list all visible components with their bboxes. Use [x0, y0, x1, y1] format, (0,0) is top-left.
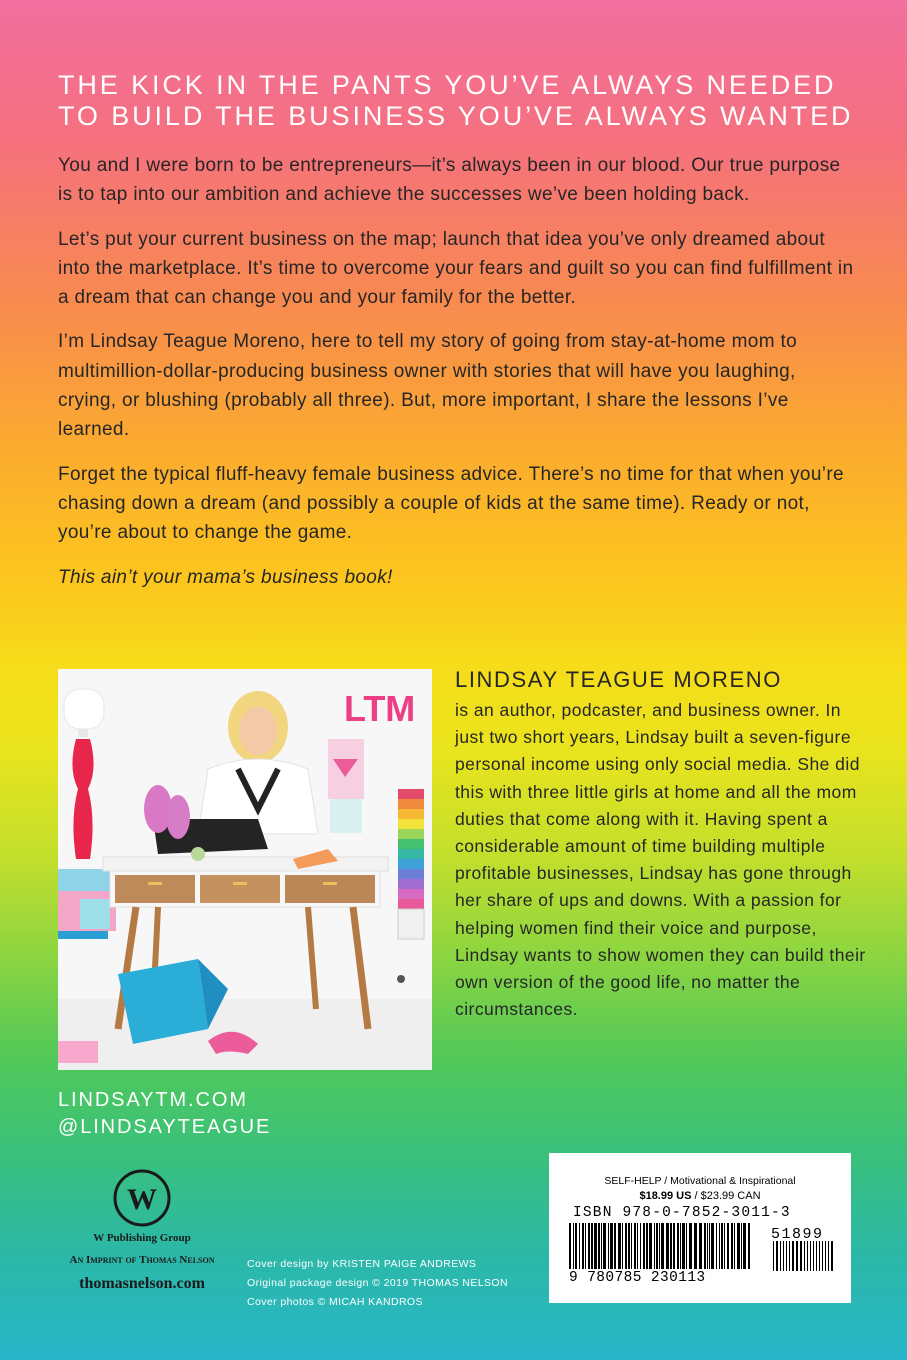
barcode-bar	[682, 1223, 685, 1269]
barcode-bar	[704, 1223, 706, 1269]
book-description	[58, 151, 858, 607]
addon-bar	[792, 1241, 794, 1271]
author-photo	[58, 669, 432, 1070]
price-can: / $23.99 CAN	[691, 1190, 761, 1202]
barcode-bar	[677, 1223, 679, 1269]
barcode-panel	[549, 1153, 851, 1303]
barcode-bar	[731, 1223, 733, 1269]
barcode-bar	[748, 1223, 750, 1269]
addon-bar	[819, 1241, 820, 1271]
barcode-bar	[716, 1223, 717, 1269]
barcode-bar	[711, 1223, 714, 1269]
addon-bar	[804, 1241, 805, 1271]
barcode-bar	[598, 1223, 600, 1269]
barcode-bar	[719, 1223, 720, 1269]
bisac-category: SELF-HELP / Motivational & Inspirational	[604, 1175, 796, 1187]
barcode-bar	[737, 1223, 740, 1269]
barcode-bar	[585, 1223, 586, 1269]
publisher-name: W Publishing Group	[93, 1232, 191, 1244]
barcode-bar	[575, 1223, 577, 1269]
barcode-bar	[743, 1223, 746, 1269]
barcode-bar	[608, 1223, 609, 1269]
description-paragraph: You and I were born to be entrepreneurs—it’s always been in our blood. Our true purpose is to tap into our ambition and achieve the successes we’ve been holding back.	[58, 155, 841, 206]
barcode-bar	[741, 1223, 742, 1269]
author-bio-text: is an author, podcaster, and business owner. In just two short years, Lindsay built a seven-figure personal income using only social media. She did this with three little girls at home and all the mom duties that come along with it. Having spent a considerable amount of time building multiple profitable businesses, Lindsay has gone through her share of ups and downs. With a passion for helping women find their voice and purpose, Lindsay wants to show women they can build their own version of the good life, no matter the circumstances.	[455, 700, 866, 1020]
barcode-bar	[689, 1223, 692, 1269]
author-links	[58, 1087, 271, 1141]
description-paragraph: I’m Lindsay Teague Moreno, here to tell my story of going from stay-at-home mom to multimillion-dollar-producing business owner with stories that will have you laughing, crying, or blushing (probably all three). But, more important, I share the lessons I’ve learned.	[58, 331, 798, 441]
barcode-bar	[594, 1223, 597, 1269]
publisher-website[interactable]: thomasnelson.com	[79, 1275, 205, 1292]
publisher-logo-icon	[112, 1168, 172, 1228]
barcode-bar	[670, 1223, 672, 1269]
author-name: LINDSAY TEAGUE MORENO	[455, 667, 783, 692]
barcode-bar	[656, 1223, 658, 1269]
author-bio	[455, 665, 875, 1023]
description-paragraph: Let’s put your current business on the map; launch that idea you’ve only dreamed about into the marketplace. It’s time to overcome your fears and guilt so you can find fulfillment in a dream that can change you and your family for the better.	[58, 228, 854, 309]
barcode-bar	[724, 1223, 725, 1269]
barcode-bar	[699, 1223, 702, 1269]
barcode-bar	[709, 1223, 710, 1269]
author-website[interactable]: LINDSAYTM.COM	[58, 1089, 248, 1111]
addon-bar	[783, 1241, 784, 1271]
barcode-bar	[625, 1223, 627, 1269]
addon-bar	[828, 1241, 829, 1271]
publisher-imprint: An Imprint of Thomas Nelson	[69, 1254, 215, 1266]
addon-bar	[810, 1241, 811, 1271]
addon-bar	[789, 1241, 790, 1271]
publisher-logo-text: W	[127, 1183, 157, 1216]
price-addon-code: 51899	[771, 1226, 824, 1243]
barcode-bar	[686, 1223, 687, 1269]
barcode-bar	[618, 1223, 621, 1269]
addon-bar	[816, 1241, 817, 1271]
barcode-bar	[591, 1223, 593, 1269]
barcode-bar	[631, 1223, 632, 1269]
barcode-bar	[628, 1223, 630, 1269]
barcode-bar	[707, 1223, 708, 1269]
addon-bar	[831, 1241, 833, 1271]
barcode-bar	[569, 1223, 571, 1269]
barcode-bar	[622, 1223, 623, 1269]
credit-line: Cover photos © MICAH KANDROS	[247, 1296, 423, 1308]
barcode-bar	[680, 1223, 681, 1269]
addon-bar	[813, 1241, 814, 1271]
barcode-bar	[649, 1223, 652, 1269]
addon-bar	[776, 1241, 778, 1271]
addon-bar	[800, 1241, 802, 1271]
addon-bar	[773, 1241, 774, 1271]
addon-bar	[825, 1241, 826, 1271]
barcode-bar	[673, 1223, 675, 1269]
credit-line: Cover design by KRISTEN PAIGE ANDREWS	[247, 1258, 477, 1270]
barcode-bar	[614, 1223, 616, 1269]
addon-bar	[822, 1241, 823, 1271]
closing-line: This ain’t your mama’s business book!	[58, 566, 393, 588]
author-photo-illustration	[58, 669, 432, 1070]
barcode-bar	[659, 1223, 660, 1269]
author-social-handle[interactable]: @LINDSAYTEAGUE	[58, 1116, 272, 1138]
tagline	[58, 70, 858, 132]
barcode-bar	[601, 1223, 602, 1269]
cover-credits	[247, 1255, 508, 1312]
ean-digits: 9 780785 230113	[569, 1270, 706, 1286]
barcode-bar	[603, 1223, 606, 1269]
description-paragraph: Forget the typical fluff-heavy female business advice. There’s no time for that when you’re chasing down a dream (and possibly a couple of kids at the same time). Ready or not, you’re about to change the game.	[58, 463, 844, 544]
price-us: $18.99 US	[639, 1190, 692, 1202]
isbn-label: ISBN 978-0-7852-3011-3	[573, 1205, 791, 1221]
tagline-line-1: THE KICK IN THE PANTS YOU’VE ALWAYS NEEDED	[58, 70, 837, 100]
publisher-block	[52, 1168, 232, 1293]
barcode-bar	[637, 1223, 638, 1269]
barcode-bar	[582, 1223, 584, 1269]
credit-line: Original package design © 2019 THOMAS NELSON	[247, 1277, 508, 1289]
barcode-bar	[734, 1223, 735, 1269]
addon-bar	[780, 1241, 781, 1271]
addon-bar	[807, 1241, 808, 1271]
price-label	[549, 1190, 851, 1202]
barcode-bar	[694, 1223, 697, 1269]
barcode-bar	[588, 1223, 590, 1269]
barcode-bar	[579, 1223, 580, 1269]
barcode-bar	[721, 1223, 723, 1269]
barcode-bar	[610, 1223, 613, 1269]
barcode-bar	[646, 1223, 648, 1269]
barcode-bar	[634, 1223, 636, 1269]
ltm-sign-text: LTM	[344, 688, 416, 729]
barcode-bar	[573, 1223, 574, 1269]
addon-bar	[796, 1241, 798, 1271]
barcode-bar	[643, 1223, 645, 1269]
barcode-bar	[654, 1223, 655, 1269]
addon-bar	[786, 1241, 787, 1271]
barcode-bar	[666, 1223, 669, 1269]
tagline-line-2: TO BUILD THE BUSINESS YOU’VE ALWAYS WANTED	[58, 101, 854, 131]
barcode-bar	[640, 1223, 641, 1269]
barcode-bar	[661, 1223, 664, 1269]
barcode-bar	[727, 1223, 729, 1269]
